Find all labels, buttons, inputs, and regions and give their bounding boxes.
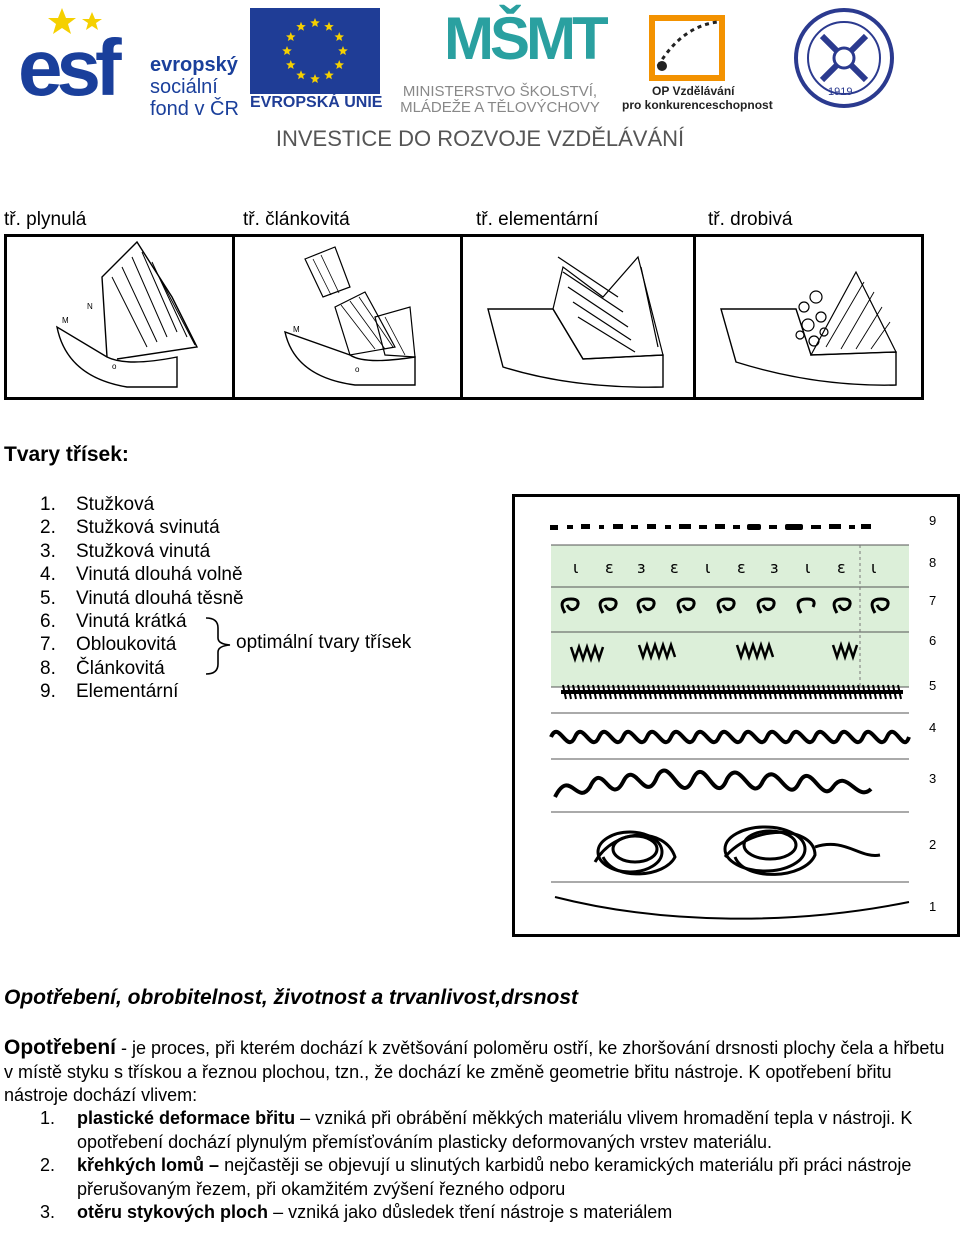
diagram-panel-elementarni <box>460 234 696 400</box>
chip-drobiva-drawing <box>696 237 921 397</box>
eu-label: EVROPSKÁ UNIE <box>250 94 383 111</box>
row-1-ribbon <box>555 897 909 919</box>
eu-star-icon <box>286 32 296 41</box>
svg-text:ɜ: ɜ <box>770 558 779 577</box>
list-item: 1. plastické deformace břitu – vzniká při obrábění měkkých materiálu vlivem hromadění tepla v nástroji. K opotřebení dochází plynulým přemísťováním plasticky deformovaných vrstev materiálu. <box>40 1108 913 1152</box>
svg-text:ɩ: ɩ <box>573 558 579 577</box>
esf-text: evropský sociální fond v ČR <box>150 54 239 120</box>
row-2-tangles <box>595 827 880 874</box>
diagram-panel-clankovita <box>232 234 463 400</box>
row-number-label: 1 <box>929 899 937 914</box>
svg-text:ɜ: ɜ <box>637 558 646 577</box>
row-3-helix <box>555 770 871 797</box>
opotrebeni-dash: - <box>116 1038 133 1058</box>
esf-letters: esf <box>18 23 116 112</box>
row-4-coil <box>551 732 909 742</box>
chip-shapes-figure <box>512 494 960 937</box>
row-number-label: 6 <box>929 633 937 648</box>
list-item: 2. křehkých lomů – nejčastěji se objevují u slinutých karbidů nebo keramických materiálu při práci nástroje přerušovaným řezem, při okamžitém zvýšení řezného odporu <box>40 1155 912 1199</box>
eu-star-icon <box>335 32 345 41</box>
diagram-panel-plynula <box>4 234 235 400</box>
curly-brace-icon <box>202 614 236 678</box>
row-number-label: 7 <box>929 593 937 608</box>
list-item: 5. Vinutá dlouhá těsně <box>40 587 244 609</box>
chip-elementarni-drawing <box>463 237 693 397</box>
opotrebeni-paragraph <box>4 1036 954 1108</box>
svg-text:o: o <box>355 365 360 374</box>
chip-clankovita-drawing <box>235 237 460 397</box>
op-text: OP Vzdělávání pro konkurenceschopnost <box>622 84 773 112</box>
list-item: 4. Vinutá dlouhá volně <box>40 564 243 586</box>
row-number-label: 4 <box>929 720 937 735</box>
class-label-elementarni: tř. elementární <box>476 209 599 230</box>
svg-text:ɛ: ɛ <box>670 558 679 577</box>
svg-text:o: o <box>112 362 117 371</box>
opotrebeni-text: je proces, při kterém dochází k zvětšování poloměru ostří, ke zhoršování drsnosti plochy čela a hřbetu v místě styku s třískou a řeznou plochou, tzn., že dochází ke změně geometrie břitu nástroje. K opotřebení břitu nástroje dochází vlivem: <box>4 1038 945 1105</box>
eu-star-icon <box>310 18 320 27</box>
class-label-plynula: tř. plynulá <box>4 209 87 230</box>
msmt-logo: MŠMT <box>444 5 605 72</box>
svg-text:ɛ: ɛ <box>837 558 846 577</box>
list-item: 7. Obloukovitá <box>40 634 177 656</box>
list-item: 2. Stužková svinutá <box>40 517 220 539</box>
row-number-label: 9 <box>929 513 937 528</box>
list-item: 8. Článkovitá <box>40 657 165 679</box>
logo-strip <box>0 0 960 160</box>
diagram-panel-drobiva <box>693 234 924 400</box>
row-number-label: 3 <box>929 771 937 786</box>
eu-star-icon <box>324 22 334 31</box>
msmt-text: MINISTERSTVO ŠKOLSTVÍ, MLÁDEŽE A TĚLOVÝCHOVY <box>400 83 600 116</box>
list-item: 3. Stužková vinutá <box>40 540 211 562</box>
eu-star-icon <box>324 70 334 79</box>
svg-text:N: N <box>87 302 93 311</box>
svg-text:ɩ: ɩ <box>705 558 711 577</box>
chip-shapes-drawing <box>515 497 957 934</box>
investice-banner: INVESTICE DO ROZVOJE VZDĚLÁVÁNÍ <box>275 126 685 151</box>
eu-star-icon <box>286 60 296 69</box>
chip-plynula-drawing <box>7 237 232 397</box>
row-9-chips <box>550 524 871 530</box>
row-number-label: 5 <box>929 678 937 693</box>
eu-flag-icon <box>250 8 380 94</box>
list-item: 3. otěru stykových ploch – vzniká jako důsledek tření nástroje s materiálem <box>40 1202 673 1222</box>
opotrebeni-term: Opotřebení <box>4 1036 117 1059</box>
opotrebeni-heading: Opotřebení, obrobitelnost, životnost a trvanlivost,drsnost <box>4 986 579 1009</box>
svg-text:M: M <box>293 325 300 334</box>
svg-text:ɩ: ɩ <box>871 558 877 577</box>
class-label-clankovita: tř. článkovitá <box>243 209 350 230</box>
row-number-label: 8 <box>929 555 937 570</box>
list-item: 6. Vinutá krátká <box>40 611 187 633</box>
svg-text:ɛ: ɛ <box>605 558 614 577</box>
eu-star-icon <box>310 74 320 83</box>
svg-text:ɛ: ɛ <box>737 558 746 577</box>
seal-year: 1919 <box>828 86 853 98</box>
list-item: 9. Elementární <box>40 681 179 703</box>
eu-star-icon <box>338 46 348 55</box>
eu-star-icon <box>296 70 306 79</box>
optimal-note: optimální tvary třísek <box>236 632 412 653</box>
opotrebeni-list <box>4 1107 954 1225</box>
list-item: 1. Stužková <box>40 494 155 515</box>
seal-logo <box>792 6 896 110</box>
eu-star-icon <box>335 60 345 69</box>
class-label-drobiva: tř. drobivá <box>708 209 793 230</box>
eu-star-icon <box>282 46 292 55</box>
tvary-heading: Tvary třísek: <box>4 443 129 466</box>
svg-text:ɩ: ɩ <box>805 558 811 577</box>
eu-star-icon <box>296 22 306 31</box>
esf-logo <box>18 6 248 120</box>
svg-text:M: M <box>62 316 69 325</box>
row-number-label: 2 <box>929 837 937 852</box>
